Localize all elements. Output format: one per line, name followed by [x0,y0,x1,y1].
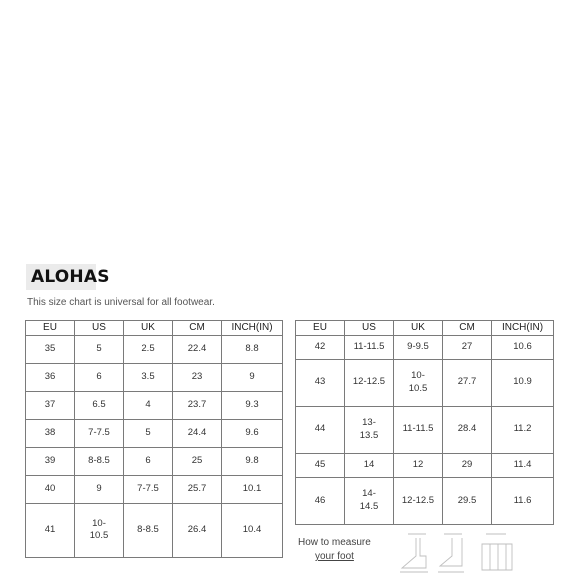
size-cell-inch: 10.6 [492,335,554,359]
size-cell-inch: 9.3 [222,391,283,419]
header-inch: INCH(IN) [222,321,283,336]
size-cell-inch: 11.6 [492,478,554,525]
size-cell-cm: 23 [173,363,222,391]
size-cell-cm: 22.4 [173,335,222,363]
size-cell-eu: 40 [26,475,75,503]
brand-logo [26,264,110,290]
size-cell-inch: 9.8 [222,447,283,475]
size-cell-us: 7-7.5 [75,419,124,447]
size-cell-eu: 43 [296,359,345,406]
size-table-header-row [296,321,554,336]
size-cell-uk: 8-8.5 [124,503,173,557]
size-cell-inch: 11.4 [492,453,554,477]
size-cell-cm: 29 [443,453,492,477]
foot-measure-illustration-icon [396,530,526,578]
size-row [26,503,283,557]
header-eu: EU [296,321,345,336]
size-cell-eu: 36 [26,363,75,391]
header-uk: UK [394,321,443,336]
size-cell-us: 11-11.5 [345,335,394,359]
size-table-right [295,320,554,525]
header-cm: CM [173,321,222,336]
size-cell-us: 13- 13.5 [345,406,394,453]
size-table-left [25,320,283,558]
size-cell-cm: 23.7 [173,391,222,419]
size-row [26,419,283,447]
size-cell-cm: 25 [173,447,222,475]
size-cell-uk: 4 [124,391,173,419]
size-cell-inch: 10.9 [492,359,554,406]
size-cell-inch: 11.2 [492,406,554,453]
size-cell-uk: 12 [394,453,443,477]
size-row [26,475,283,503]
size-cell-us: 14- 14.5 [345,478,394,525]
size-cell-uk: 12-12.5 [394,478,443,525]
size-cell-cm: 25.7 [173,475,222,503]
size-cell-uk: 11-11.5 [394,406,443,453]
size-cell-eu: 41 [26,503,75,557]
size-cell-eu: 45 [296,453,345,477]
size-cell-eu: 35 [26,335,75,363]
size-cell-eu: 37 [26,391,75,419]
how-to-measure-link[interactable] [298,536,371,564]
size-cell-cm: 26.4 [173,503,222,557]
header-inch: INCH(IN) [492,321,554,336]
size-cell-cm: 28.4 [443,406,492,453]
header-eu: EU [26,321,75,336]
size-cell-us: 12-12.5 [345,359,394,406]
size-cell-eu: 42 [296,335,345,359]
size-row [26,363,283,391]
size-row [26,335,283,363]
size-cell-cm: 29.5 [443,478,492,525]
size-cell-uk: 3.5 [124,363,173,391]
size-cell-uk: 6 [124,447,173,475]
size-table-header-row [26,321,283,336]
size-cell-us: 6.5 [75,391,124,419]
size-row [296,359,554,406]
size-row [26,447,283,475]
size-cell-us: 10- 10.5 [75,503,124,557]
size-cell-inch: 8.8 [222,335,283,363]
how-to-measure-foot-link[interactable]: your foot [315,551,354,562]
size-row [26,391,283,419]
size-cell-inch: 10.1 [222,475,283,503]
size-cell-uk: 10- 10.5 [394,359,443,406]
size-cell-eu: 46 [296,478,345,525]
size-cell-eu: 38 [26,419,75,447]
size-cell-uk: 9-9.5 [394,335,443,359]
size-cell-inch: 9.6 [222,419,283,447]
header-cm: CM [443,321,492,336]
size-cell-cm: 27 [443,335,492,359]
size-row [296,453,554,477]
size-chart-subtitle: This size chart is universal for all footwear. [27,297,215,308]
size-cell-eu: 44 [296,406,345,453]
size-row [296,406,554,453]
size-cell-uk: 7-7.5 [124,475,173,503]
brand-logo-text: ALOHAS [31,267,110,287]
how-to-measure-text: How to measure [298,537,371,548]
size-cell-us: 6 [75,363,124,391]
size-cell-us: 8-8.5 [75,447,124,475]
size-cell-uk: 5 [124,419,173,447]
size-row [296,335,554,359]
size-cell-us: 5 [75,335,124,363]
size-cell-inch: 10.4 [222,503,283,557]
size-cell-us: 14 [345,453,394,477]
size-cell-cm: 24.4 [173,419,222,447]
size-row [296,478,554,525]
header-uk: UK [124,321,173,336]
header-us: US [345,321,394,336]
size-cell-inch: 9 [222,363,283,391]
size-cell-eu: 39 [26,447,75,475]
size-cell-us: 9 [75,475,124,503]
size-cell-uk: 2.5 [124,335,173,363]
size-cell-cm: 27.7 [443,359,492,406]
header-us: US [75,321,124,336]
